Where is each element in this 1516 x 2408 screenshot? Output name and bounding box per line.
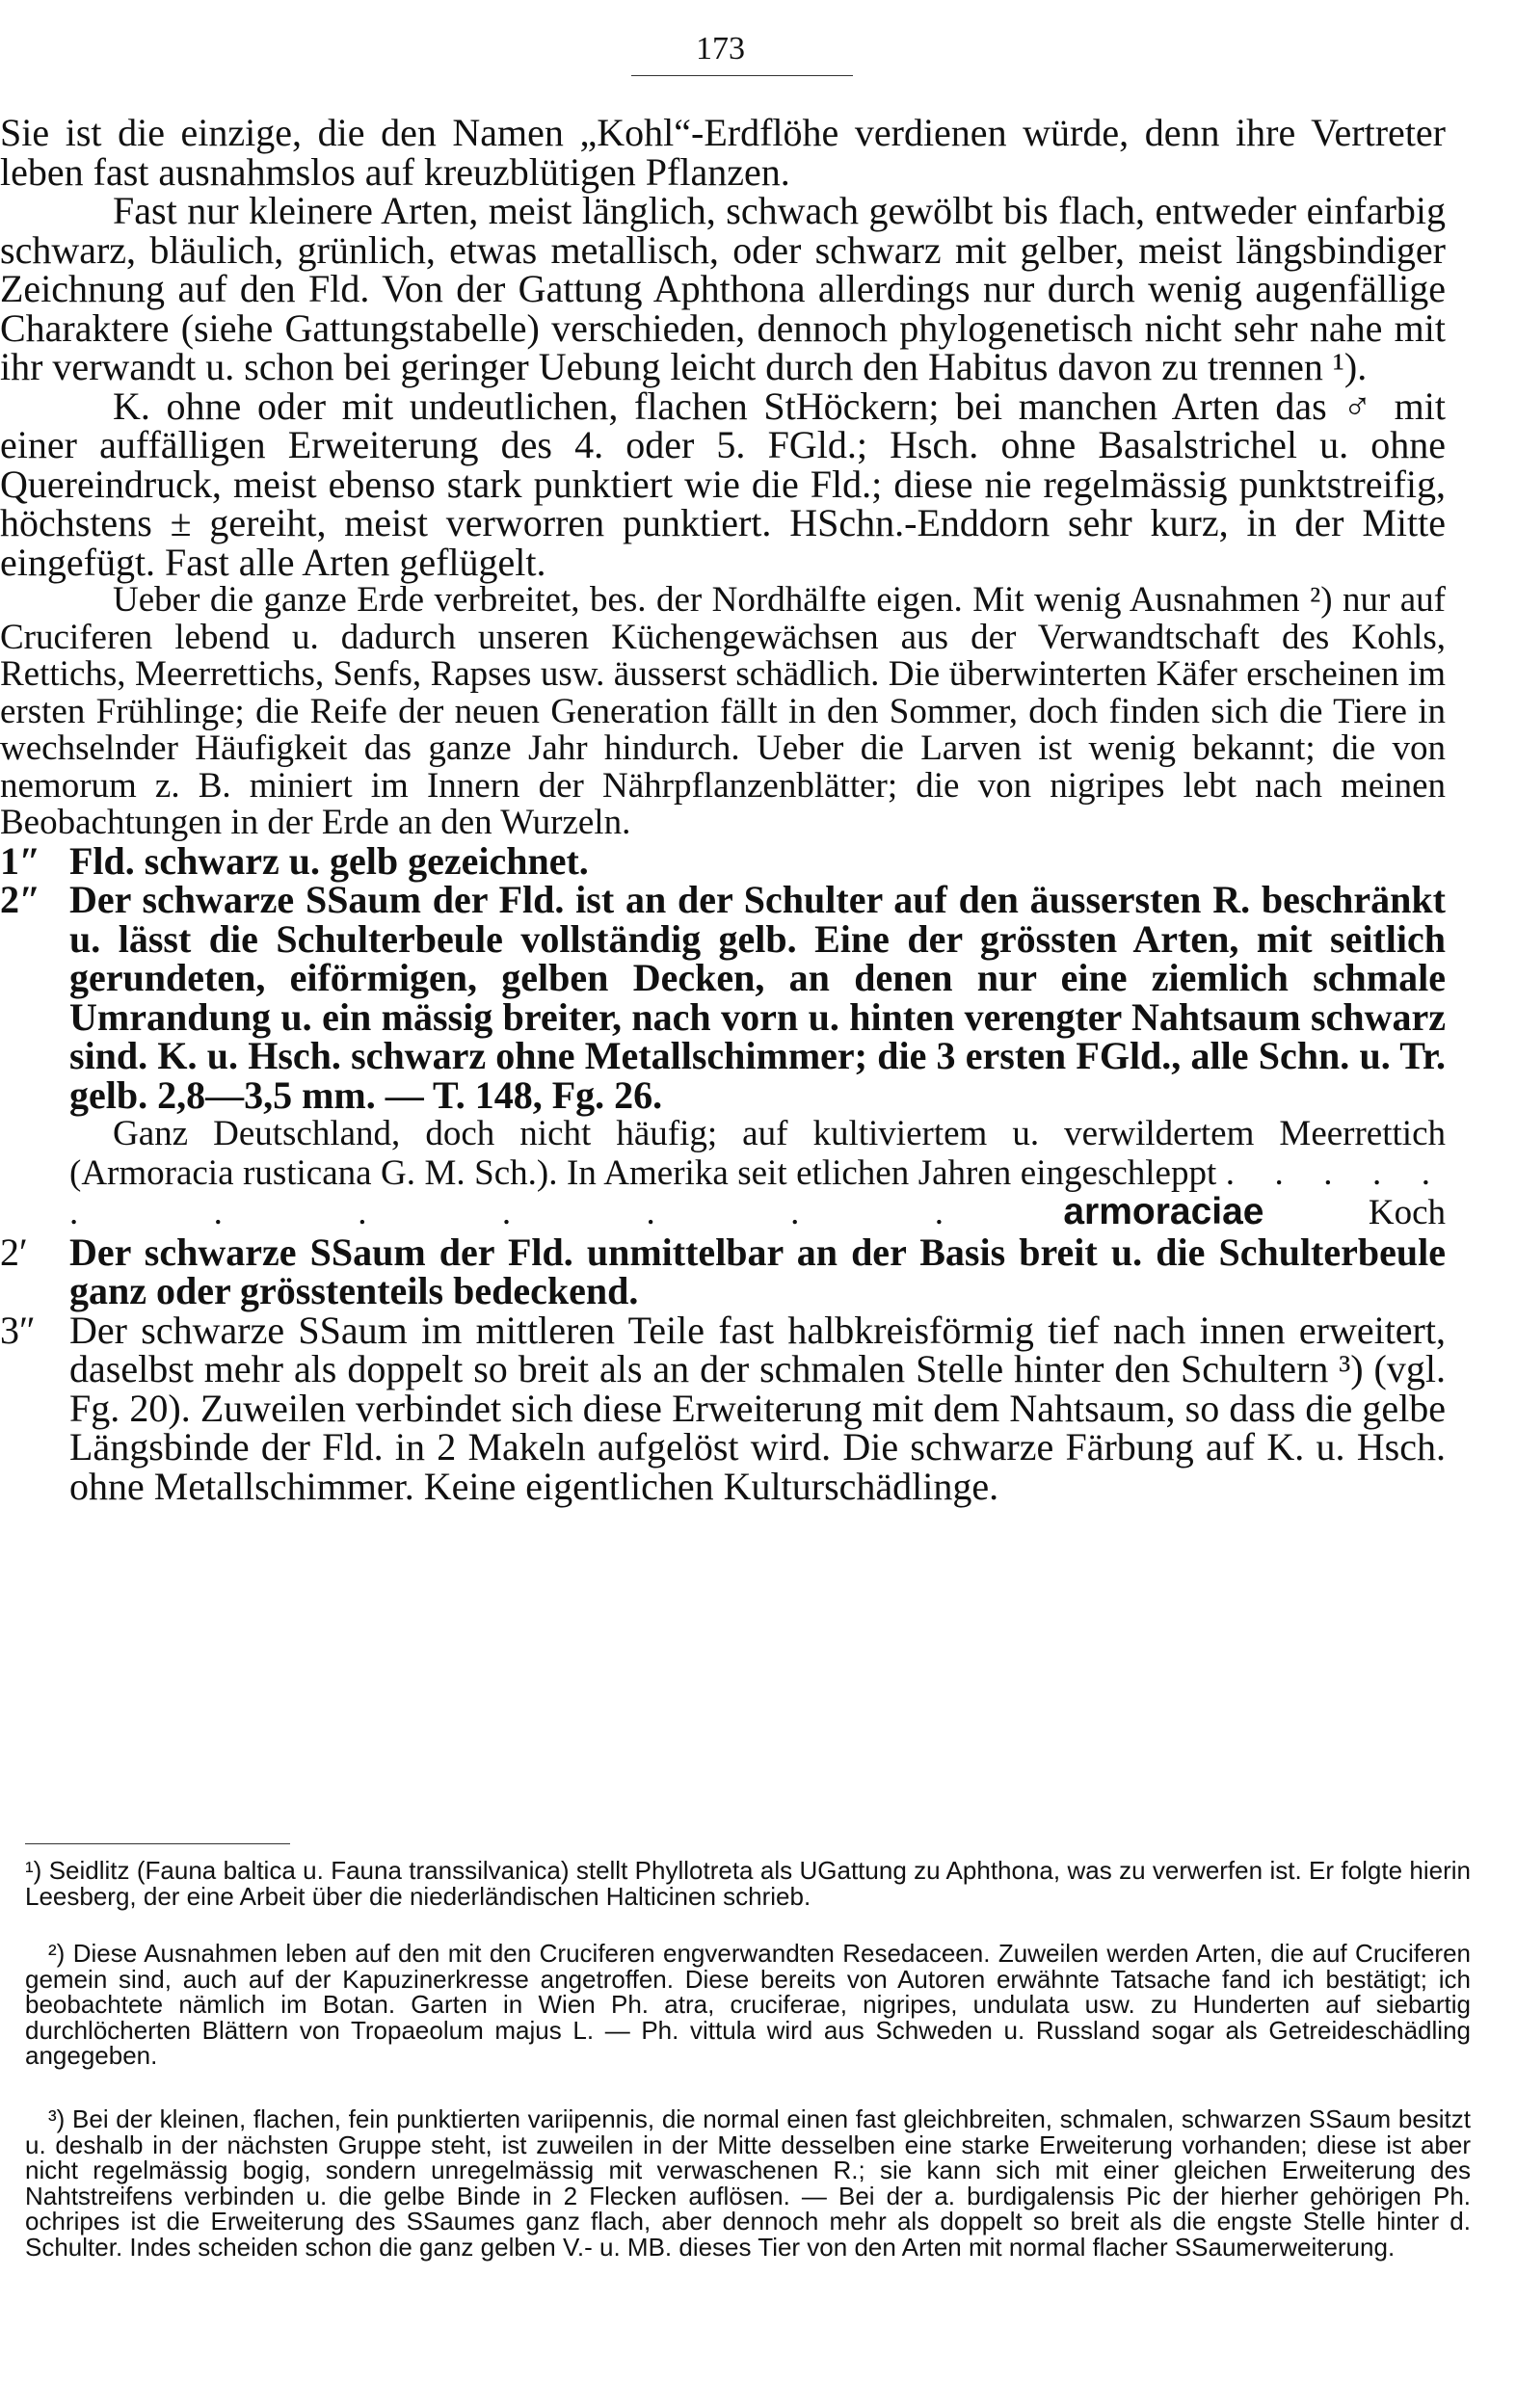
- characters-paragraph: K. ohne oder mit undeutlichen, flachen StHöckern; bei manchen Arten das ♂ mit einer auffälligen Erweiterung des 4. oder 5. FGld.; Hsch. ohne Basalstrichel u. ohne Quereindruck, meist ebenso stark punktiert wie die Fld.; diese nie regelmässig punktstreifig, höchstens ± gereiht, meist verworren punktiert. HSchn.-Enddorn sehr kurz, in der Mitte eingefügt. Fast alle Arten geflügelt.: [0, 384, 1446, 584]
- key-text: Der schwarze SSaum im mittleren Teile fast halbkreisförmig tief nach innen erweitert, daselbst mehr als doppelt so breit als an der schmalen Stelle hinter den Schultern ³) (vgl. Fg. 20). Zuweilen verbindet sich diese Erweiterung mit dem Nahtsaum, so dass die gelbe Längsbinde der Fld. in 2 Makeln aufgelöst wird. Die schwarze Färbung auf K. u. Hsch. ohne Metallschimmer. Keine eigentlichen Kulturschädlinge.: [69, 1308, 1446, 1508]
- key-number: 3″: [0, 1308, 36, 1352]
- key-entry-4: [0, 1308, 1446, 1508]
- main-text: [0, 111, 1447, 1508]
- footnote-1: ¹) Seidlitz (Fauna baltica u. Fauna transsilvanica) stellt Phyllotreta als UGattung zu Aphthona, was zu verwerfen ist. Er folgte hierin Leesberg, der eine Arbeit über die niederländischen Halticinen schrieb.: [25, 1856, 1471, 1911]
- key-entry-1: [0, 838, 1446, 883]
- species-note: [69, 1115, 1446, 1233]
- footnote-3: ³) Bei der kleinen, flachen, fein punktierten variipennis, die normal einen fast gleichbreiten, schmalen, schwarzen SSaum besitzt u. deshalb in der nächsten Gruppe steht, ist zuweilen in der Mitte desselben eine starke Erweiterung vorhanden; diese ist aber nicht regelmässig bogig, sondern unregelmässig mit verwaschenen R.; sie kann sich mit einer gleichen Erweiterung des Nahtstreifens verbinden u. die gelbe Binde in 2 Flecken auflösen. — Bei der a. burdigalensis Pic der hierher gehörigen Ph. ochripes ist die Erweiterung des SSaumes ganz flach, aber dennoch mehr als doppelt so breit als die engste Stelle hinter d. Schulter. Indes scheiden schon die ganz gelben V.- u. MB. dieses Tier von den Arten mit normal flacher SSaumerweiterung.: [25, 2104, 1471, 2262]
- key-number: 1″: [0, 838, 41, 883]
- leader-dots: . . . . . . . . . . . .: [69, 1152, 1447, 1232]
- key-entry-2: [0, 878, 1447, 1233]
- species-name: armoraciae: [1063, 1191, 1264, 1232]
- key-entry-3: [0, 1230, 1446, 1312]
- species-author: Koch: [1368, 1193, 1447, 1232]
- key-number: 2′: [0, 1230, 28, 1274]
- footnote-rule: [25, 1843, 290, 1844]
- key-text: Fld. schwarz u. gelb gezeichnet.: [69, 838, 589, 883]
- distribution-paragraph: Ueber die ganze Erde verbreitet, bes. der Nordhälfte eigen. Mit wenig Ausnahmen ²) nur auf Cruciferen lebend u. dadurch unseren Küchengewächsen aus der Verwandtschaft des Kohls, Rettichs, Meerrettichs, Senfs, Rapses usw. äusserst schädlich. Die überwinterten Käfer erscheinen im ersten Frühlinge; die Reife der neuen Generation fällt in den Sommer, doch finden sich die Tiere in wechselnder Häufigkeit das ganze Jahr hindurch. Ueber die Larven ist wenig bekannt; die von nemorum z. B. miniert im Innern der Nährpflanzenblätter; die von nigripes lebt nach meinen Beobachtungen in der Erde an den Wurzeln.: [0, 580, 1446, 842]
- species-habitat: Ganz Deutschland, doch nicht häufig; auf kultiviertem u. verwildertem Meerrettich (Armoracia rusticana G. M. Sch.). In Amerika seit etlichen Jahren eingeschleppt: [69, 1114, 1446, 1193]
- page-number: 173: [696, 31, 745, 66]
- description-paragraph: Fast nur kleinere Arten, meist länglich, schwach gewölbt bis flach, entweder einfarbig schwarz, bläulich, grünlich, etwas metallisch, oder schwarz mit gelber, meist längsbindiger Zeichnung auf den Fld. Von der Gattung Aphthona allerdings nur durch wenig augenfällige Charaktere (siehe Gattungstabelle) verschieden, dennoch phylogenetisch nicht sehr nahe mit ihr verwandt u. schon bei geringer Uebung leicht durch den Habitus davon zu trennen ¹).: [0, 189, 1446, 388]
- footnote-2: ²) Diese Ausnahmen leben auf den mit den Cruciferen engverwandten Resedaceen. Zuweilen werden Arten, die auf Cruciferen gemein sind, auch auf der Kapuzinerkresse angetroffen. Diese bereits von Autoren erwähnte Tatsache fand ich bestätigt; ich beobachtete nämlich im Botan. Garten in Wien Ph. atra, cruciferae, nigripes, undulata usw. zu Hunderten auf siebartig durchlöcherten Blättern von Tropaeolum majus L. — Ph. vittula wird aus Schweden u. Russland sogar als Getreideschädling angegeben.: [25, 1939, 1471, 2071]
- intro-paragraph: Sie ist die einzige, die den Namen „Kohl“-Erdflöhe verdienen würde, denn ihre Vertreter leben fast ausnahmslos auf kreuzblütigen Pflanzen.: [0, 111, 1446, 194]
- key-number: 2″: [0, 878, 41, 921]
- key-text: Der schwarze SSaum der Fld. unmittelbar an der Basis breit u. die Schulterbeule ganz oder grösstenteils bedeckend.: [69, 1230, 1446, 1312]
- header-rule: [631, 75, 853, 76]
- key-text: Der schwarze SSaum der Fld. ist an der Schulter auf den äussersten R. beschränkt u. lässt die Schulterbeule vollständig gelb. Eine der grössten Arten, mit seitlich gerundeten, eiförmigen, gelben Decken, an denen nur eine ziemlich schmale Umrandung u. ein mässig breiter, nach vorn u. hinten verengter Nahtsaum schwarz sind. K. u. Hsch. schwarz ohne Metallschimmer; die 3 ersten FGld., alle Schn. u. Tr. gelb. 2,8—3,5 mm. — T. 148, Fg. 26.: [69, 878, 1446, 1117]
